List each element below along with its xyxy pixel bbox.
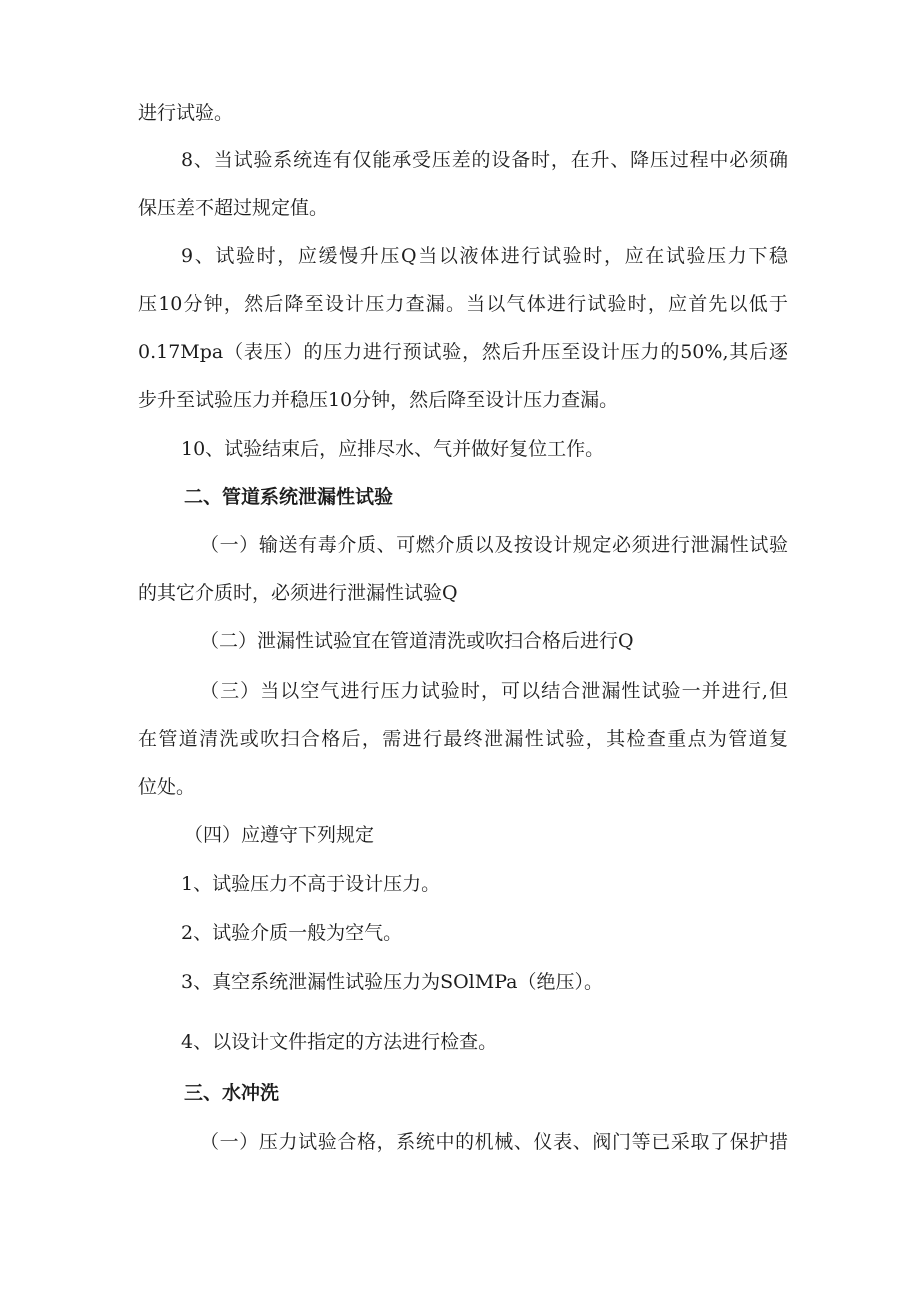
text-line: （二）泄漏性试验宜在管道清洗或吹扫合格后进行Q [200, 630, 634, 652]
section-heading: 二、管道系统泄漏性试验 [184, 486, 394, 508]
text-line: 1、试验压力不高于设计压力。 [181, 873, 441, 895]
text-line: 步升至试验压力并稳压10分钟，然后降至设计压力查漏。 [138, 389, 619, 411]
text-line: 4、以设计文件指定的方法进行检查。 [181, 1031, 498, 1053]
text-line: 位处。 [138, 776, 196, 798]
text-line: 2、试验介质一般为空气。 [181, 922, 403, 944]
text-line: 3、真空系统泄漏性试验压力为SOlMPa（绝压）。 [181, 971, 603, 993]
text-line: （三）当以空气进行压力试验时，可以结合泄漏性试验一并进行,但 [200, 680, 788, 702]
text-line: 压10分钟，然后降至设计压力查漏。当以气体进行试验时，应首先以低于 [138, 293, 788, 315]
text-line: （一）输送有毒介质、可燃介质以及按设计规定必须进行泄漏性试验 [200, 534, 788, 556]
text-line: 0.17Mpa（表压）的压力进行预试验，然后升压至设计压力的50%,其后逐 [138, 341, 788, 363]
text-line: 在管道清洗或吹扫合格后，需进行最终泄漏性试验，其检查重点为管道复 [138, 728, 788, 750]
text-line: （四）应遵守下列规定 [184, 824, 375, 846]
text-line: 进行试验。 [138, 102, 234, 124]
text-line: 8、当试验系统连有仅能承受压差的设备时，在升、降压过程中必须确 [181, 149, 788, 171]
text-line: 保压差不超过规定值。 [138, 197, 329, 219]
section-heading: 三、水冲洗 [184, 1082, 280, 1104]
text-line: 9、试验时，应缓慢升压Q当以液体进行试验时，应在试验压力下稳 [181, 245, 788, 267]
text-line: （一）压力试验合格，系统中的机械、仪表、阀门等已采取了保护措 [200, 1131, 788, 1153]
text-line: 的其它介质时，必须进行泄漏性试验Q [138, 582, 458, 604]
text-line: 10、试验结束后，应排尽水、气并做好复位工作。 [181, 438, 605, 460]
